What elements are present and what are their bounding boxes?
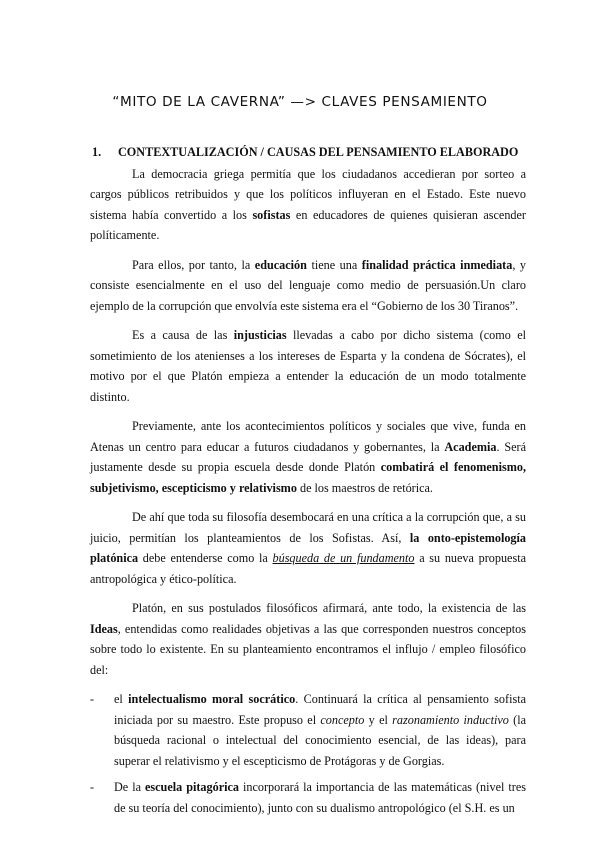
text: Es a causa de las	[132, 328, 234, 342]
text: a su nueva propuesta antropológica y ético-política.	[90, 551, 526, 586]
section-heading	[90, 142, 526, 163]
paragraph-6	[90, 598, 526, 680]
dash-marker: -	[90, 780, 95, 794]
bold-term: educación	[254, 257, 307, 272]
text: De ahí que toda su filosofía desembocará en una crítica a la corrupción que, a su juicio, permitían los planteamientos de los Sofistas. Así,	[90, 510, 526, 545]
italic-term: razonamiento inductivo	[392, 712, 509, 727]
influences-list	[90, 689, 526, 818]
text: en educadores de quienes quisieran ascender políticamente.	[90, 207, 526, 242]
text: , entendidas como realidades objetivas a las que corresponden nuestros conceptos sobre todo lo existente. En su planteamiento encontramos el influjo / empleo filosófico del:	[90, 621, 526, 677]
bold-term: la onto-epistemología platónica	[90, 530, 526, 565]
paragraph-4	[90, 416, 526, 498]
bold-term: Academia	[444, 439, 497, 454]
document-body	[90, 142, 526, 824]
bold-term: intelectualismo moral socrático	[128, 692, 296, 706]
bold-term: finalidad práctica inmediata	[361, 257, 513, 272]
paragraph-3	[90, 325, 526, 407]
text: Para ellos, por tanto, la	[132, 257, 255, 272]
underlined-term: búsqueda de un fundamento	[272, 551, 415, 565]
bold-term: injusticias	[233, 328, 287, 342]
bold-term: combatirá el fenomenismo, subjetivismo, escepticismo y relativismo	[90, 460, 527, 495]
list-item	[90, 689, 526, 771]
text: Platón, en sus postulados filosóficos afirmará, ante todo, la existencia de las	[132, 601, 526, 615]
bold-term: sofistas	[252, 207, 291, 222]
text: y el	[364, 712, 393, 727]
text: La democracia griega permitía que los ciudadanos accedieran por sorteo a cargos públicos retribuidos y que los políticos influyeran en el Estado. Este nuevo sistema había convertido a los	[90, 166, 526, 222]
bold-term: escuela pitagórica	[144, 780, 239, 794]
text: tiene una	[306, 257, 362, 272]
text: Previamente, ante los acontecimientos políticos y sociales que vive, funda en Atenas un centro para educar a futuros ciudadanos y gobernantes, la	[90, 419, 526, 454]
text: (la búsqueda racional o intelectual del conocimiento esencial, de las ideas), para superar el relativismo y el escepticismo de Protágoras y de Gorgias.	[114, 712, 527, 768]
list-item	[90, 777, 526, 818]
section-heading-text: CONTEXTUALIZACIÓN / CAUSAS DEL PENSAMIENTO ELABORADO	[118, 145, 519, 159]
italic-term: concepto	[320, 712, 365, 727]
text: De la	[114, 780, 145, 794]
paragraph-5	[90, 507, 526, 589]
bold-term: Ideas	[90, 621, 118, 636]
paragraph-1	[90, 164, 526, 246]
text: debe entenderse como la	[138, 551, 273, 565]
text: incorporará la importancia de las matemáticas (nivel tres de su teoría del conocimiento), junto con su dualismo antropológico (el S.H. es un	[114, 780, 526, 815]
text: de los maestros de retórica.	[296, 480, 433, 495]
section-number: 1.	[92, 145, 102, 159]
text: el	[114, 692, 129, 706]
dash-marker: -	[90, 692, 95, 706]
text: , y consiste esencialmente en el uso del lenguaje como medio de persuasión.Un claro ejemplo de la corrupción que envolvía este sistema era el “Gobierno de los 30 Tiranos”.	[90, 257, 526, 313]
text: . Será justamente desde su propia escuela desde donde Platón	[90, 439, 527, 474]
paragraph-2	[90, 255, 526, 317]
document-title: “MITO DE LA CAVERNA” —> CLAVES PENSAMIENTO	[112, 94, 488, 110]
text: llevadas a cabo por dicho sistema (como el sometimiento de los atenienses a los intereses de Esparta y la condena de Sócrates), el motivo por el que Platón empieza a entender la educación de un modo totalmente distinto.	[90, 328, 526, 404]
text: . Continuará la crítica al pensamiento sofista iniciada por su maestro. Este propuso el	[114, 692, 527, 727]
